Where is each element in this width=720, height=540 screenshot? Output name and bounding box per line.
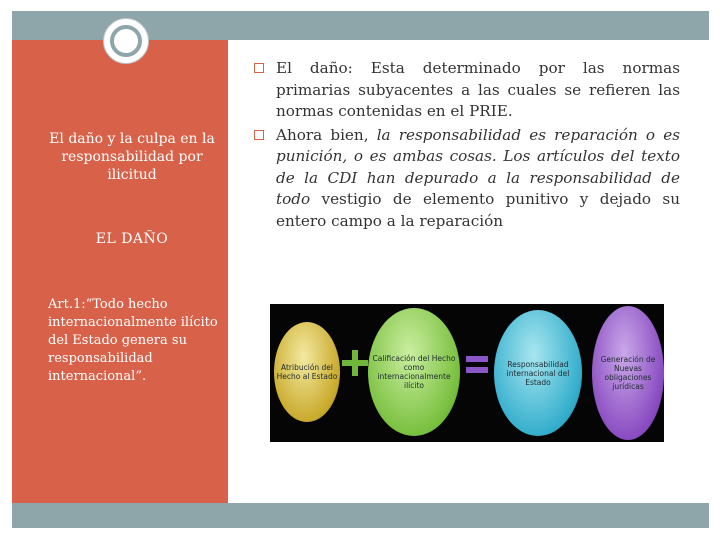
diagram-node-new-obligations: Generación de Nuevas obligaciones jurídicas	[592, 306, 664, 440]
square-bullet-icon	[254, 63, 264, 73]
bullet-item	[254, 58, 680, 123]
plus-icon	[342, 350, 368, 376]
bottom-band	[12, 503, 709, 528]
diagram-node-responsibility: Responsabilidad internacional del Estado	[494, 310, 582, 436]
sidebar-quote: Art.1:“Todo hecho internacionalmente ilícito del Estado genera su responsabilidad internacional”.	[48, 297, 218, 384]
equals-icon	[466, 356, 488, 374]
bullet-text: El daño: Esta determinado por las normas primarias subyacentes a las cuales se refieren las normas contenidas en el PRIE.	[276, 59, 680, 120]
sidebar-panel	[12, 40, 228, 503]
circle-ornament-icon	[103, 18, 149, 64]
bullet-list	[254, 58, 680, 234]
sidebar-subtitle: EL DAÑO	[95, 231, 169, 247]
square-bullet-icon	[254, 130, 264, 140]
bullet-text-rest: vestigio de elemento punitivo y dejado su entero campo a la reparación	[276, 190, 680, 230]
diagram-node-qualification: Calificación del Hecho como internacionalmente ilícito	[368, 308, 460, 436]
bullet-item	[254, 125, 680, 233]
diagram-node-attribution: Atribución del Hecho al Estado	[274, 322, 340, 422]
sidebar-title: El daño y la culpa en la responsabilidad por ilicitud	[49, 131, 215, 183]
process-diagram	[270, 304, 664, 442]
bullet-text-plain: Ahora bien,	[276, 125, 377, 144]
bullet-text-italic: la responsabilidad es reparación o es punición, o es ambas cosas. Los artículos del texto de la CDI han depurado a la responsabilidad de todo	[276, 125, 680, 208]
